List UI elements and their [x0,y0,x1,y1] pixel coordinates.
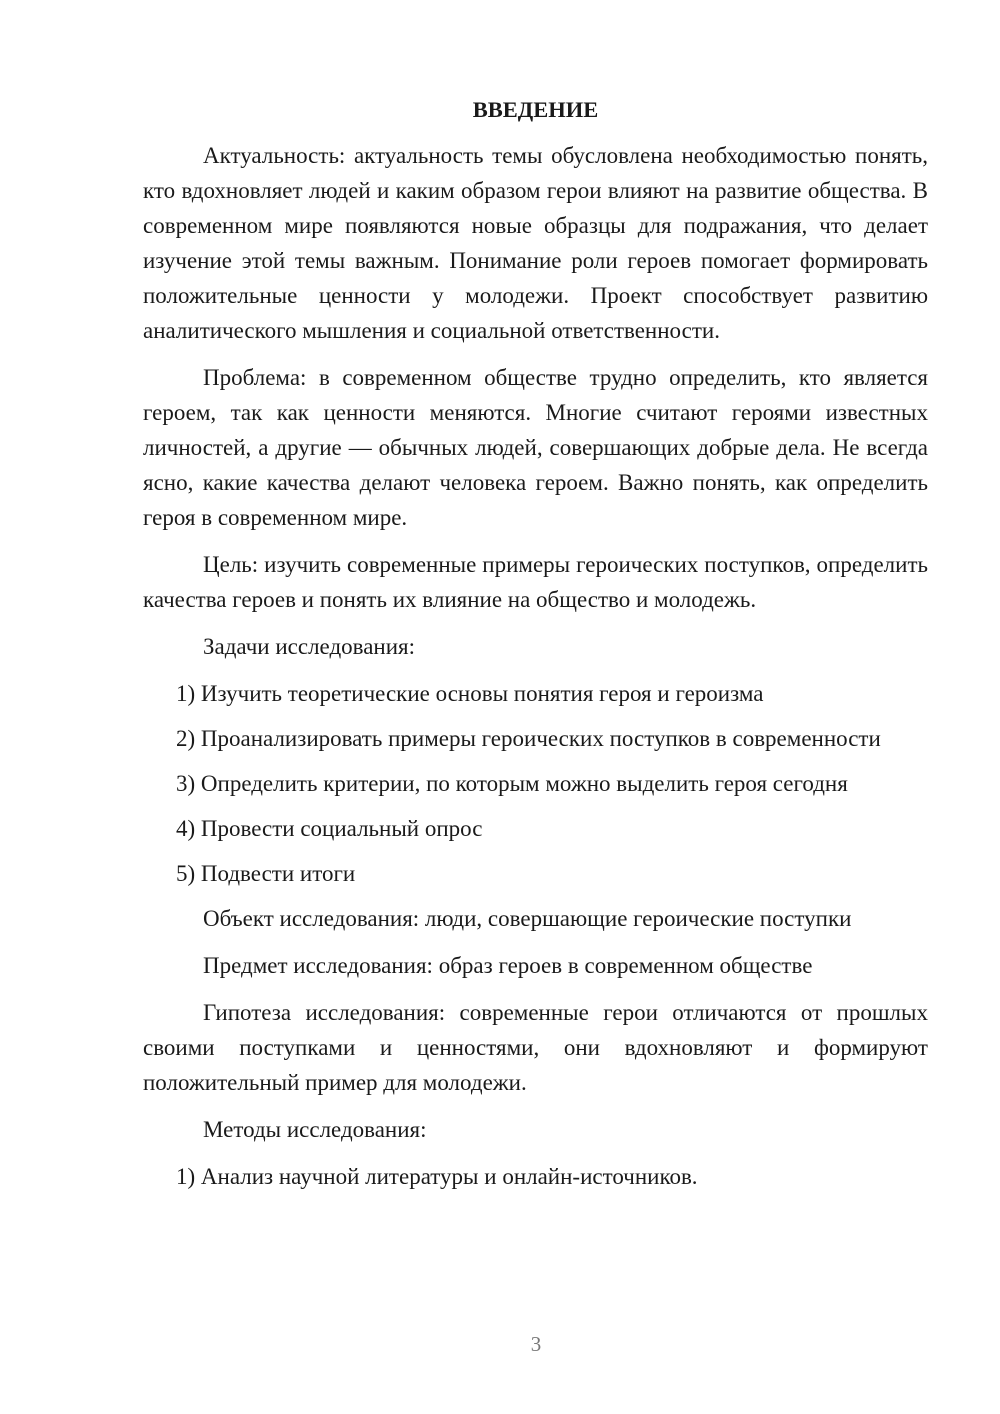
paragraph-object: Объект исследования: люди, совершающие героические поступки [203,906,852,931]
section-title: ВВЕДЕНИЕ [472,97,599,122]
paragraph-goal: Цель: изучить современные примеры героических поступков, определить качества героев и понять их влияние на общество и молодежь. [143,552,928,612]
task-item-3: 3) Определить критерии, по которым можно выделить героя сегодня [176,771,848,796]
task-item-1: 1) Изучить теоретические основы понятия героя и героизма [176,681,764,706]
paragraph-relevance: Актуальность: актуальность темы обусловлена необходимостью понять, кто вдохновляет людей и каким образом герои влияют на развитие общества. В современном мире появляются новые образцы для подражания, что делает изучение этой темы важным. Понимание роли героев помогает формировать положительные ценности у молодежи. Проект способствует развитию аналитического мышления и социальной ответственности. [143,143,928,343]
document-body [143,92,928,1204]
method-item-1: 1) Анализ научной литературы и онлайн-источников. [176,1164,698,1189]
methods-heading: Методы исследования: [203,1117,427,1142]
paragraph-hypothesis: Гипотеза исследования: современные герои отличаются от прошлых своими поступками и ценностями, они вдохновляют и формируют положительный пример для молодежи. [143,1000,928,1095]
tasks-heading: Задачи исследования: [203,634,416,659]
paragraph-subject: Предмет исследования: образ героев в современном обществе [203,953,813,978]
task-item-4: 4) Провести социальный опрос [176,816,483,841]
task-item-5: 5) Подвести итоги [176,861,356,886]
paragraph-problem: Проблема: в современном обществе трудно определить, кто является героем, так как ценности меняются. Многие считают героями известных личностей, а другие — обычных людей, совершающих добрые дела. Не всегда ясно, какие качества делают человека героем. Важно понять, как определить героя в современном мире. [143,365,928,530]
page-number: 3 [530,1332,542,1356]
task-item-2: 2) Проанализировать примеры героических поступков в современности [176,726,881,751]
